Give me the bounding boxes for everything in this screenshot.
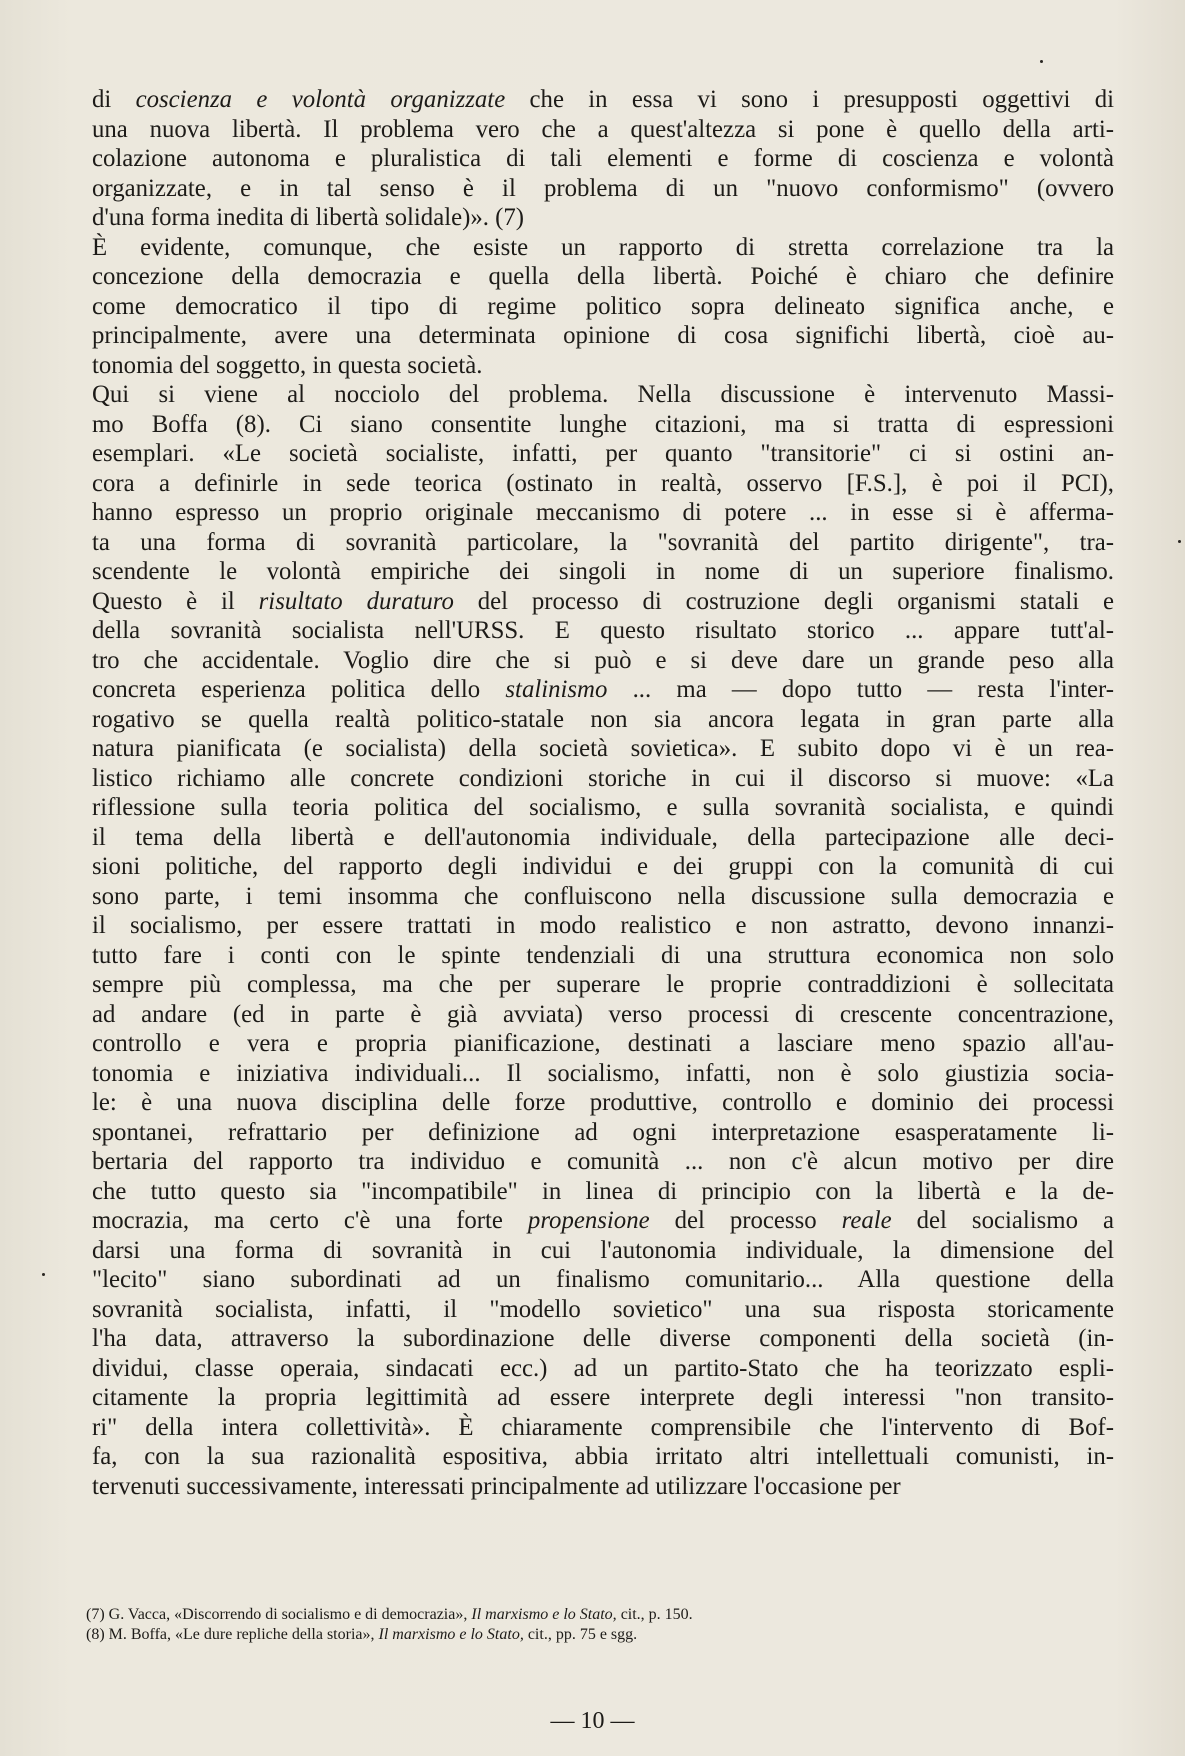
text-segment: del socialismo a xyxy=(891,1207,1114,1234)
text-segment: sempre più complessa, ma che per superare le proprie contraddizioni è sollecitata xyxy=(92,971,1114,998)
text-line xyxy=(92,528,1114,558)
text-line xyxy=(92,1147,1114,1177)
text-line xyxy=(92,852,1114,882)
text-segment: ri" della intera collettività». È chiaramente comprensibile che l'intervento di Bof- xyxy=(92,1413,1114,1441)
text-segment: rogativo se quella realtà politico-statale non sia ancora legata in gran parte alla xyxy=(92,705,1114,733)
text-line xyxy=(92,1029,1114,1059)
text-segment: controllo e vera e propria pianificazione, destinati a lasciare meno spazio all'au- xyxy=(92,1030,1114,1057)
italic-segment: reale xyxy=(841,1207,892,1234)
text-segment: di xyxy=(92,86,136,113)
text-line xyxy=(92,734,1114,764)
body-text xyxy=(92,85,1114,1501)
italic-segment: stalinismo xyxy=(505,676,608,703)
text-line xyxy=(92,616,1114,646)
text-line xyxy=(92,1265,1114,1295)
text-line xyxy=(92,911,1114,941)
italic-segment: propensione xyxy=(527,1207,650,1234)
text-segment: il tema della libertà e dell'autonomia individuale, della partecipazione alle deci- xyxy=(92,823,1114,851)
text-segment: "lecito" siano subordinati ad un finalismo comunitario... Alla questione della xyxy=(92,1266,1114,1293)
text-segment: fa, con la sua razionalità espositiva, abbia irritato altri intellettuali comunisti, in- xyxy=(92,1443,1114,1470)
print-speck xyxy=(1178,540,1181,543)
text-line xyxy=(92,793,1114,823)
text-line xyxy=(92,174,1114,204)
text-segment: tervenuti successivamente, interessati principalmente ad utilizzare l'occasione per xyxy=(92,1472,901,1500)
text-line xyxy=(92,203,1114,233)
print-speck xyxy=(1040,60,1043,63)
text-segment: il socialismo, per essere trattati in modo realistico e non astratto, devono innanzi- xyxy=(92,912,1114,939)
text-line xyxy=(92,1295,1114,1325)
italic-segment: Il marxismo e lo Stato, xyxy=(378,1626,524,1643)
page-number: — 10 — xyxy=(550,1708,635,1734)
text-segment: (7) G. Vacca, «Discorrendo di socialismo e di democrazia», xyxy=(86,1606,472,1623)
text-segment: (8) M. Boffa, «Le dure repliche della storia», xyxy=(86,1626,379,1643)
text-line xyxy=(92,941,1114,971)
print-speck xyxy=(42,1273,45,1276)
text-segment: sovranità socialista, infatti, il "modello sovietico" una sua risposta storicamente xyxy=(92,1295,1114,1323)
text-line xyxy=(92,321,1114,351)
text-line xyxy=(92,1354,1114,1384)
text-line xyxy=(92,1442,1114,1472)
text-line xyxy=(92,292,1114,322)
text-segment: riflessione sulla teoria politica del socialismo, e sulla sovranità socialista, e quindi xyxy=(92,794,1114,821)
text-line xyxy=(92,1088,1114,1118)
text-segment: esemplari. «Le società socialiste, infatti, per quanto "transitorie" ci si ostini an- xyxy=(92,440,1114,467)
text-line xyxy=(92,351,1114,381)
text-line xyxy=(92,557,1114,587)
text-line xyxy=(92,675,1114,705)
text-segment: le: è una nuova disciplina delle forze produttive, controllo e dominio dei processi xyxy=(92,1089,1114,1116)
footnotes xyxy=(86,1605,956,1645)
text-segment: mo Boffa (8). Ci siano consentite lunghe citazioni, ma si tratta di espressioni xyxy=(92,410,1114,438)
text-line xyxy=(92,85,1114,115)
text-segment: cora a definirle in sede teorica (ostinato in realtà, osservo [F.S.], è poi il PCI), xyxy=(92,469,1114,497)
text-line xyxy=(92,705,1114,735)
text-segment: cit., pp. 75 e sgg. xyxy=(523,1626,638,1643)
text-segment: Qui si viene al nocciolo del problema. Nella discussione è intervenuto Massi- xyxy=(92,381,1114,408)
text-segment: darsi una forma di sovranità in cui l'autonomia individuale, la dimensione del xyxy=(92,1236,1114,1264)
text-segment: della sovranità socialista nell'URSS. E questo risultato storico ... appare tutt'al- xyxy=(92,617,1114,644)
italic-segment: coscienza e volontà organizzate xyxy=(135,86,506,113)
text-segment: tonomia e iniziativa individuali... Il socialismo, infatti, non è solo giustizia socia- xyxy=(92,1059,1114,1087)
italic-segment: risultato duraturo xyxy=(258,587,454,615)
text-segment: come democratico il tipo di regime politico sopra delineato significa anche, e xyxy=(92,292,1114,320)
text-line xyxy=(92,823,1114,853)
text-segment: natura pianificata (e socialista) della società sovietica». E subito dopo vi è un rea- xyxy=(92,735,1114,762)
text-segment: d'una forma inedita di libertà solidale)». (7) xyxy=(92,204,525,231)
text-segment: organizzate, e in tal senso è il problema di un "nuovo conformismo" (ovvero xyxy=(92,174,1114,202)
text-segment: una nuova libertà. Il problema vero che a quest'altezza si pone è quello della arti- xyxy=(92,115,1114,143)
text-segment: tro che accidentale. Voglio dire che si può e si deve dare un grande peso alla xyxy=(92,646,1114,674)
text-line xyxy=(92,1059,1114,1089)
text-segment: che tutto questo sia "incompatibile" in linea di principio con la libertà e la de- xyxy=(92,1177,1114,1205)
text-line xyxy=(92,1383,1114,1413)
text-segment: principalmente, avere una determinata opinione di cosa significhi libertà, cioè au- xyxy=(92,322,1114,349)
text-segment: listico richiamo alle concrete condizioni storiche in cui il discorso si muove: «La xyxy=(92,764,1114,792)
text-segment: tonomia del soggetto, in questa società. xyxy=(92,351,483,379)
text-segment: colazione autonoma e pluralistica di tali elementi e forme di coscienza e volontà xyxy=(92,145,1114,172)
text-segment: che in essa vi sono i presupposti oggettivi di xyxy=(505,86,1114,113)
text-segment: sioni politiche, del rapporto degli individui e dei gruppi con la comunità di cui xyxy=(92,853,1114,880)
text-line xyxy=(92,1324,1114,1354)
text-line xyxy=(92,144,1114,174)
text-line xyxy=(92,1118,1114,1148)
footnote xyxy=(86,1605,956,1625)
text-line xyxy=(92,115,1114,145)
text-segment: del processo xyxy=(649,1207,842,1234)
text-line xyxy=(92,498,1114,528)
text-line xyxy=(92,1206,1114,1236)
text-line xyxy=(92,1000,1114,1030)
text-line xyxy=(92,882,1114,912)
text-segment: È evidente, comunque, che esiste un rapporto di stretta correlazione tra la xyxy=(92,233,1114,261)
text-line xyxy=(92,764,1114,794)
text-segment: concreta esperienza politica dello xyxy=(92,676,506,703)
text-segment: cit., p. 150. xyxy=(616,1606,693,1623)
text-line xyxy=(92,646,1114,676)
text-line xyxy=(92,1472,1114,1502)
italic-segment: Il marxismo e lo Stato, xyxy=(471,1606,617,1623)
text-segment: mocrazia, ma certo c'è una forte xyxy=(92,1207,528,1234)
text-segment: spontanei, refrattario per definizione ad ogni interpretazione esasperatamente li- xyxy=(92,1118,1114,1146)
text-segment: ad andare (ed in parte è già avviata) verso processi di crescente concentrazione, xyxy=(92,1000,1114,1028)
text-segment: scendente le volontà empiriche dei singoli in nome di un superiore finalismo. xyxy=(92,558,1114,585)
text-segment: sono parte, i temi insomma che confluiscono nella discussione sulla democrazia e xyxy=(92,882,1114,910)
text-segment: l'ha data, attraverso la subordinazione delle diverse componenti della società (in- xyxy=(92,1325,1114,1352)
text-line xyxy=(92,1413,1114,1443)
text-segment: citamente la propria legittimità ad essere interprete degli interessi "non transito- xyxy=(92,1384,1114,1411)
text-segment: del processo di costruzione degli organismi statali e xyxy=(453,587,1114,615)
text-segment: hanno espresso un proprio originale meccanismo di potere ... in esse si è afferma- xyxy=(92,499,1114,526)
text-segment: ... ma — dopo tutto — resta l'inter- xyxy=(607,676,1114,703)
text-segment: bertaria del rapporto tra individuo e comunità ... non c'è alcun motivo per dire xyxy=(92,1148,1114,1175)
text-line xyxy=(92,469,1114,499)
text-line xyxy=(92,262,1114,292)
text-line xyxy=(92,410,1114,440)
text-line xyxy=(92,380,1114,410)
text-segment: ta una forma di sovranità particolare, la "sovranità del partito dirigente", tra- xyxy=(92,528,1114,556)
text-line xyxy=(92,970,1114,1000)
text-line xyxy=(92,1236,1114,1266)
text-segment: Questo è il xyxy=(92,587,259,615)
text-line xyxy=(92,587,1114,617)
text-line xyxy=(92,439,1114,469)
footnote xyxy=(86,1625,956,1645)
text-line xyxy=(92,1177,1114,1207)
text-segment: dividui, classe operaia, sindacati ecc.) ad un partito-Stato che ha teorizzato espli- xyxy=(92,1354,1114,1382)
text-segment: concezione della democrazia e quella della libertà. Poiché è chiaro che definire xyxy=(92,263,1114,290)
text-segment: tutto fare i conti con le spinte tendenziali di una struttura economica non solo xyxy=(92,941,1114,969)
text-line xyxy=(92,233,1114,263)
